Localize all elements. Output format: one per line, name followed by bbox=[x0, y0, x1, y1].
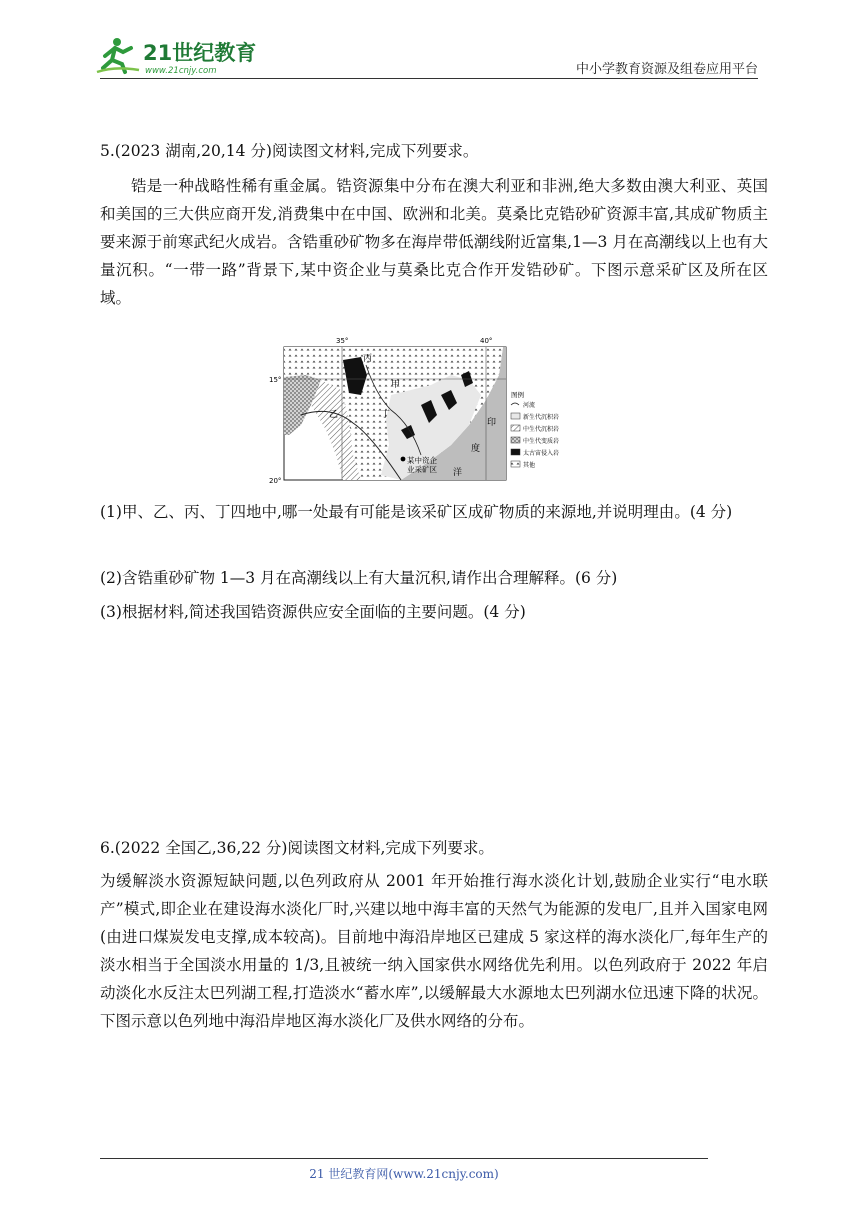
mine-label-line2: 业采矿区 bbox=[407, 465, 437, 474]
legend-item-cenozoic: 新生代沉积岩 bbox=[523, 414, 560, 421]
place-label-jia: 甲 bbox=[391, 380, 401, 390]
logo bbox=[95, 34, 265, 76]
legend-item-other: 其他 bbox=[523, 462, 536, 469]
q5-question-2: (2)含锆重砂矿物 1—3 月在高潮线以上有大量沉积,请作出合理解释。(6 分) bbox=[100, 569, 618, 587]
mozambique-zircon-map bbox=[269, 335, 564, 485]
legend-title: 图例 bbox=[511, 391, 524, 399]
legend-item-mesozoic-meta: 中生代变质岩 bbox=[523, 438, 560, 445]
footer-text: 21 世纪教育网(www.21cnjy.com) bbox=[309, 1167, 499, 1181]
lat-label-15: 15° bbox=[269, 376, 282, 384]
platform-name: 中小学教育资源及组卷应用平台 bbox=[575, 62, 758, 77]
lon-label-40: 40° bbox=[480, 337, 493, 345]
ocean-label-yang: 洋 bbox=[453, 468, 463, 478]
logo-url: www.21cnjy.com bbox=[145, 66, 217, 76]
q6-material: 为缓解淡水资源短缺问题,以色列政府从 2001 年开始推行海水淡化计划,鼓励企业实行“电水联产”模式,即企业在建设海水淡化厂时,兴建以地中海丰富的天然气为能源的发电厂,且并入国家电网(由进口煤炭发电支撑,成本较高)。目前地中海沿岸地区已建成 5 家这样的海水淡化厂,每年生产的淡水相当于全国淡水用量的 1/3,且被统一纳入国家供水网络优先利用。以色列政府于 2022 年启动淡化水反注太巴列湖工程,打造淡水“蓄水库”,以缓解最大水源地太巴列湖水位迅速下降的状况。下图示意以色列地中海沿岸地区海水淡化厂及供水网络的分布。 bbox=[100, 872, 768, 1030]
ocean-label-yin: 印 bbox=[487, 418, 497, 428]
q5-title: 5.(2023 湖南,20,14 分)阅读图文材料,完成下列要求。 bbox=[100, 142, 479, 160]
logo-text: 21世纪教育 bbox=[143, 41, 257, 65]
q6-title: 6.(2022 全国乙,36,22 分)阅读图文材料,完成下列要求。 bbox=[100, 839, 494, 857]
footer-divider bbox=[100, 1158, 708, 1159]
ocean-label-du: 度 bbox=[471, 444, 481, 454]
map-legend bbox=[511, 390, 559, 469]
page-header bbox=[95, 30, 758, 80]
q5-question-3: (3)根据材料,简述我国锆资源供应安全面临的主要问题。(4 分) bbox=[100, 603, 526, 621]
place-label-ding: 丁 bbox=[381, 410, 391, 420]
place-label-bing: 丙 bbox=[363, 354, 373, 364]
lat-label-20: 20° bbox=[269, 477, 282, 485]
legend-item-mesozoic-sed: 中生代沉积岩 bbox=[523, 426, 560, 433]
legend-item-river: 河流 bbox=[523, 402, 536, 409]
place-label-yi: 乙 bbox=[329, 410, 339, 420]
lon-label-35: 35° bbox=[336, 337, 349, 345]
header-divider bbox=[100, 78, 758, 79]
q5-material: 锆是一种战略性稀有重金属。锆资源集中分布在澳大利亚和非洲,绝大多数由澳大利亚、英国和美国的三大供应商开发,消费集中在中国、欧洲和北美。莫桑比克锆砂矿资源丰富,其成矿物质主要来源于前寒武纪火成岩。含锆重砂矿物多在海岸带低潮线附近富集,1—3 月在高潮线以上也有大量沉积。“一带一路”背景下,某中资企业与莫桑比克合作开发锆砂矿。下图示意采矿区及所在区域。 bbox=[100, 177, 768, 307]
q5-question-1: (1)甲、乙、丙、丁四地中,哪一处最有可能是该采矿区成矿物质的来源地,并说明理由。(4 分) bbox=[100, 503, 733, 521]
mine-label-line1: 某中资企 bbox=[407, 456, 437, 465]
runner-icon bbox=[97, 38, 139, 72]
legend-item-archean: 太古宙侵入岩 bbox=[523, 450, 560, 457]
